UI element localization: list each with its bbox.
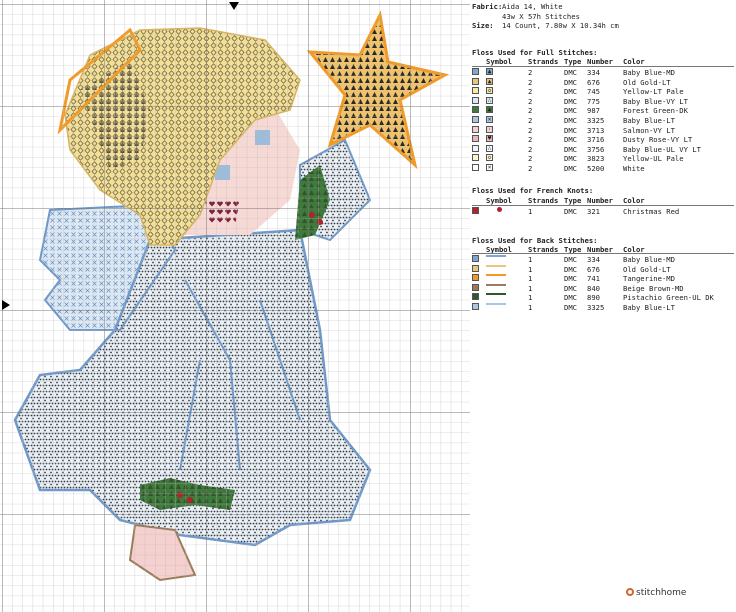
- floss-number: 741: [587, 274, 600, 284]
- stitch-symbol-icon: ∴: [487, 96, 492, 104]
- floss-color: Tangerine-MD: [623, 274, 675, 284]
- stitch-symbol-icon: ◇: [487, 87, 492, 95]
- chart-key: Fabric:Aida 14, White 43w X 57h Stitches Size: 14 Count, 7.80w X 10.34h cm Floss Used for Full Stitches: Symbol Strands Type Number Color ▲ 2 DMC 334 Baby Blue-MD ▲ 2 DMC 676 Old Gold-LT ◇ 2 DMC 745 Yellow-LT Pale ∴ 2 DMC 775 Baby Blue-VY LT ▲ 2 DMC 987 Forest Green-DK ✕ 2 DMC 3325 Baby Blue-LT · 2 DMC 3713 Salmon-VY LT ♥ 2 DMC 3716 Dusty Rose-VY LT ∴ 2 DMC 3756 Baby Blue-UL VY LT ◇ 2 DMC 3823 Yellow-UL Pale × 2 DMC 5200 White Floss Used for French Knots: Symbol Strands Type Number Color 1 DMC 321 Christmas Red Floss Used for Back Stitches: Symbol Strands Type Number Color 1 DMC 334 Baby Blue-MD 1 DMC 676 Old Gold-LT 1 DMC 741 Tangerine-MD 1 DMC 840 Beige Brown-MD 1 DMC 890 Pistachio Green-UL DK 1 DMC 3325 Baby Blue-LT: [472, 0, 734, 612]
- backstitch-line-icon: [486, 255, 506, 257]
- full-stitches-row: [472, 68, 734, 76]
- size-info: Size: 14 Count, 7.80w X 10.34h cm: [472, 21, 619, 30]
- color-swatch: [472, 274, 479, 281]
- floss-number: 3325: [587, 303, 605, 312]
- floss-type: DMC: [564, 274, 577, 284]
- backstitch-line-icon: [486, 274, 506, 276]
- floss-strands: 1: [528, 255, 533, 264]
- color-swatch: [472, 116, 479, 123]
- floss-color: Salmon-VY LT: [623, 125, 675, 135]
- color-swatch: [472, 126, 479, 133]
- floss-number: 775: [587, 96, 600, 106]
- floss-strands: 2: [528, 144, 533, 154]
- color-swatch: [472, 154, 479, 161]
- full-stitches-row: [472, 106, 734, 114]
- floss-color: Pistachio Green-UL DK: [623, 293, 714, 303]
- back-stitches-title: Floss Used for Back Stitches:: [472, 236, 598, 245]
- floss-number: 3823: [587, 154, 605, 164]
- color-swatch: [472, 303, 479, 310]
- floss-type: DMC: [564, 135, 577, 145]
- backstitch-line-icon: [486, 303, 506, 305]
- color-swatch: [472, 87, 479, 94]
- stitch-symbol-icon: ·: [487, 125, 492, 133]
- floss-color: Baby Blue-VY LT: [623, 96, 688, 106]
- stitch-count: 43w X 57h Stitches: [502, 12, 580, 21]
- floss-number: 3716: [587, 135, 605, 145]
- floss-number: 5200: [587, 164, 605, 173]
- full-stitches-row: [472, 116, 734, 124]
- floss-color: Forest Green-DK: [623, 106, 688, 116]
- french-knots-row: [472, 207, 734, 215]
- floss-number: 745: [587, 87, 600, 97]
- backstitch-line-icon: [486, 265, 506, 267]
- stitch-symbol-icon: ▲: [487, 68, 492, 75]
- floss-type: DMC: [564, 144, 577, 154]
- floss-color: Baby Blue-MD: [623, 68, 675, 77]
- floss-number: 3713: [587, 125, 605, 135]
- stitch-symbol-icon: ◇: [487, 154, 492, 162]
- floss-type: DMC: [564, 116, 577, 125]
- floss-number: 676: [587, 77, 600, 87]
- french-knots-title: Floss Used for French Knots:: [472, 186, 594, 195]
- floss-color: White: [623, 164, 645, 173]
- back-stitches-row: [472, 265, 734, 273]
- full-stitches-row: [472, 78, 734, 86]
- floss-color: Christmas Red: [623, 207, 680, 216]
- floss-type: DMC: [564, 125, 577, 135]
- floss-strands: 2: [528, 164, 533, 173]
- floss-strands: 1: [528, 283, 533, 293]
- color-swatch: [472, 207, 479, 214]
- full-stitches-row: [472, 145, 734, 153]
- floss-number: 3756: [587, 144, 605, 154]
- back-stitches-row: [472, 274, 734, 282]
- floss-color: Dusty Rose-VY LT: [623, 135, 693, 145]
- floss-type: DMC: [564, 207, 577, 216]
- floss-strands: 2: [528, 87, 533, 97]
- floss-type: DMC: [564, 77, 577, 87]
- floss-color: Old Gold-LT: [623, 264, 671, 274]
- floss-number: 3325: [587, 116, 605, 125]
- floss-type: DMC: [564, 68, 577, 77]
- fabric-info: Fabric:Aida 14, White: [472, 2, 563, 11]
- brand-footer: stitchhome: [626, 588, 686, 598]
- stitch-symbol-icon: ▲: [487, 77, 492, 85]
- floss-color: Beige Brown-MD: [623, 283, 684, 293]
- floss-type: DMC: [564, 106, 577, 116]
- floss-strands: 1: [528, 207, 533, 216]
- floss-type: DMC: [564, 87, 577, 97]
- stitch-symbol-icon: ♥: [487, 135, 492, 143]
- floss-number: 334: [587, 68, 600, 77]
- full-stitches-row: [472, 135, 734, 143]
- floss-type: DMC: [564, 96, 577, 106]
- floss-color: Yellow-LT Pale: [623, 87, 684, 97]
- floss-number: 676: [587, 264, 600, 274]
- floss-type: DMC: [564, 255, 577, 264]
- full-stitches-title: Floss Used for Full Stitches:: [472, 48, 598, 57]
- stitch-symbol-icon: ∴: [487, 144, 492, 152]
- floss-strands: 1: [528, 264, 533, 274]
- floss-type: DMC: [564, 303, 577, 312]
- floss-number: 840: [587, 283, 600, 293]
- floss-color: Baby Blue-LT: [623, 116, 675, 125]
- stitch-symbol-icon: ×: [487, 164, 492, 171]
- full-stitches-row: [472, 87, 734, 95]
- floss-color: Baby Blue-LT: [623, 303, 675, 312]
- floss-strands: 2: [528, 96, 533, 106]
- color-swatch: [472, 145, 479, 152]
- floss-strands: 2: [528, 77, 533, 87]
- french-knot-icon: [497, 207, 502, 212]
- color-swatch: [472, 78, 479, 85]
- floss-type: DMC: [564, 264, 577, 274]
- color-swatch: [472, 106, 479, 113]
- floss-color: Baby Blue-MD: [623, 255, 675, 264]
- stitch-symbol-icon: ✕: [487, 116, 492, 123]
- color-swatch: [472, 135, 479, 142]
- full-stitches-row: [472, 154, 734, 162]
- back-stitches-row: [472, 293, 734, 301]
- floss-type: DMC: [564, 154, 577, 164]
- back-stitches-row: [472, 284, 734, 292]
- full-stitches-row: [472, 164, 734, 172]
- floss-type: DMC: [564, 283, 577, 293]
- back-stitches-row: [472, 255, 734, 263]
- color-swatch: [472, 293, 479, 300]
- full-stitches-row: [472, 126, 734, 134]
- floss-strands: 2: [528, 125, 533, 135]
- floss-number: 987: [587, 106, 600, 116]
- color-swatch: [472, 164, 479, 171]
- stitch-symbol-icon: ▲: [487, 106, 492, 114]
- floss-color: Yellow-UL Pale: [623, 154, 684, 164]
- stitchhome-logo-icon: [626, 588, 634, 596]
- floss-strands: 2: [528, 135, 533, 145]
- backstitch-line-icon: [486, 293, 506, 295]
- floss-number: 890: [587, 293, 600, 303]
- color-swatch: [472, 68, 479, 75]
- floss-number: 334: [587, 255, 600, 264]
- floss-color: Baby Blue-UL VY LT: [623, 144, 701, 154]
- floss-strands: 1: [528, 303, 533, 312]
- color-swatch: [472, 97, 479, 104]
- back-stitches-row: [472, 303, 734, 311]
- floss-strands: 2: [528, 106, 533, 116]
- floss-type: DMC: [564, 164, 577, 173]
- full-stitches-row: [472, 97, 734, 105]
- floss-strands: 2: [528, 68, 533, 77]
- floss-color: Old Gold-LT: [623, 77, 671, 87]
- floss-strands: 2: [528, 116, 533, 125]
- floss-strands: 1: [528, 293, 533, 303]
- floss-strands: 2: [528, 154, 533, 164]
- floss-number: 321: [587, 207, 600, 216]
- floss-type: DMC: [564, 293, 577, 303]
- color-swatch: [472, 255, 479, 262]
- color-swatch: [472, 284, 479, 291]
- backstitch-line-icon: [486, 284, 506, 286]
- floss-strands: 1: [528, 274, 533, 284]
- color-swatch: [472, 265, 479, 272]
